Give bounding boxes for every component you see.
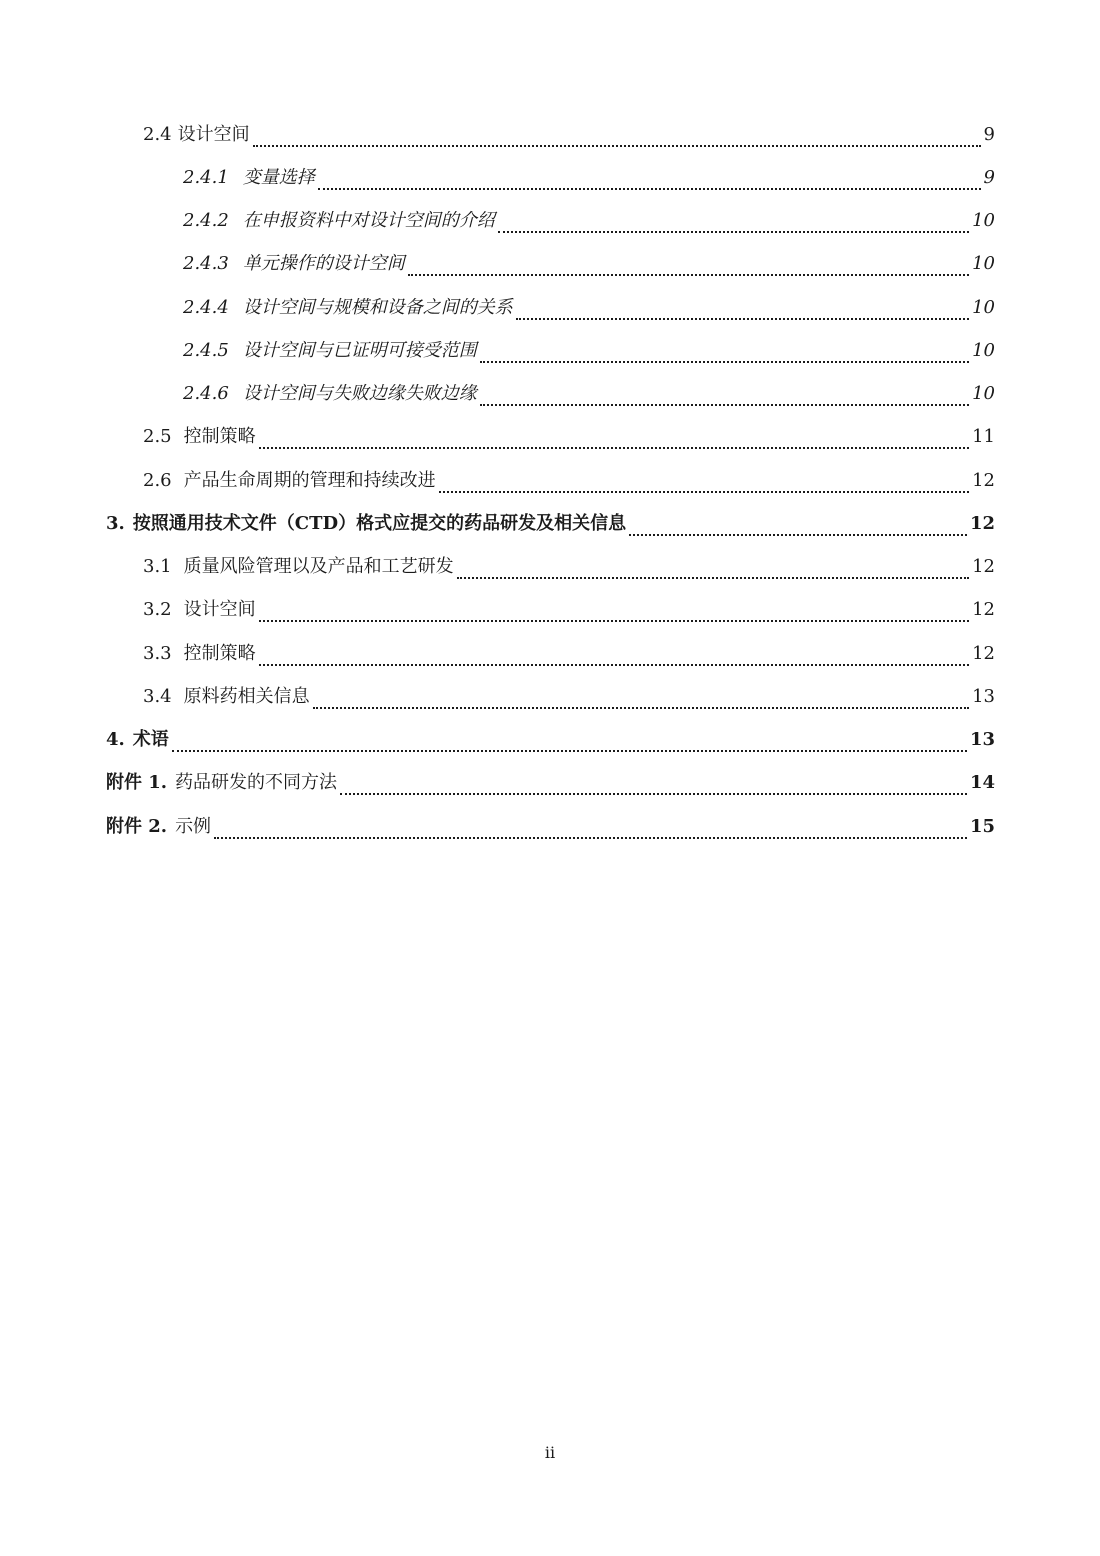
toc-entry-page: 10 (972, 339, 995, 361)
toc-entry-2-4-2[interactable] (0, 200, 1100, 243)
dot-leader (498, 215, 969, 233)
toc-entry-title: 设计空间与失败边缘失败边缘 (242, 383, 477, 405)
toc-entry-page: 12 (972, 556, 995, 578)
toc-entry-3-1[interactable] (0, 546, 1100, 589)
toc-entry-3-2[interactable] (0, 589, 1100, 632)
toc-entry-number: 2.5 (143, 426, 172, 448)
toc-entry-page: 12 (972, 469, 995, 491)
toc-entry-number: 2.4.3 (183, 253, 229, 275)
toc-entry-3-3[interactable] (0, 632, 1100, 675)
toc-entry-title: 在申报资料中对设计空间的介绍 (242, 210, 495, 232)
toc-entry-number: 3. (106, 512, 125, 534)
toc-entry-page: 11 (972, 426, 995, 448)
dot-leader (172, 734, 967, 752)
toc-entry-number: 2.4.6 (183, 383, 229, 405)
dot-leader (408, 258, 969, 276)
toc-entry-title: 原料药相关信息 (183, 685, 310, 707)
dot-leader (629, 518, 967, 536)
toc-entry-number: 2.4.1 (183, 166, 229, 188)
toc-entry-title: 质量风险管理以及产品和工艺研发 (183, 556, 454, 578)
dot-leader (259, 648, 969, 666)
dot-leader (480, 345, 969, 363)
dot-leader (516, 302, 969, 320)
toc-entry-page: 9 (983, 123, 995, 145)
toc-entry-title: 控制策略 (183, 426, 256, 448)
toc-entry-page: 10 (972, 296, 995, 318)
dot-leader (313, 691, 969, 709)
toc-entry-page: 10 (972, 210, 995, 232)
toc-entry-page: 14 (969, 772, 995, 794)
toc-entry-page: 10 (972, 253, 995, 275)
toc-entry-number: 2.4.5 (183, 339, 229, 361)
toc-entry-2-5[interactable] (0, 416, 1100, 459)
toc-entry-title: 设计空间与规模和设备之间的关系 (242, 296, 513, 318)
dot-leader (259, 604, 969, 622)
toc-entry-title: 药品研发的不同方法 (175, 772, 338, 794)
table-of-contents (0, 113, 1100, 848)
toc-entry-number: 4. (106, 729, 125, 751)
toc-entry-appendix-1[interactable] (0, 762, 1100, 805)
toc-entry-number: 3.2 (143, 599, 172, 621)
toc-entry-page: 12 (972, 599, 995, 621)
toc-entry-2-6[interactable] (0, 459, 1100, 502)
toc-entry-2-4-1[interactable] (0, 156, 1100, 199)
toc-entry-2-4[interactable] (0, 113, 1100, 156)
toc-entry-title: 设计空间 (183, 599, 256, 621)
toc-entry-2-4-5[interactable] (0, 329, 1100, 372)
toc-entry-number: 2.4 (143, 123, 172, 145)
toc-entry-appendix-2[interactable] (0, 805, 1100, 848)
toc-entry-title: 变量选择 (242, 166, 315, 188)
toc-entry-number: 3.1 (143, 556, 172, 578)
toc-entry-3-4[interactable] (0, 675, 1100, 718)
toc-entry-page: 15 (969, 815, 995, 837)
dot-leader (457, 561, 969, 579)
toc-entry-page: 13 (972, 685, 995, 707)
toc-entry-4[interactable] (0, 719, 1100, 762)
dot-leader (318, 172, 981, 190)
dot-leader (340, 777, 967, 795)
toc-entry-2-4-3[interactable] (0, 243, 1100, 286)
toc-entry-number: 2.4.4 (183, 296, 229, 318)
page-number-footer: ii (544, 1443, 556, 1462)
dot-leader (480, 388, 969, 406)
toc-entry-page: 9 (983, 166, 995, 188)
toc-entry-title: 产品生命周期的管理和持续改进 (183, 469, 436, 491)
toc-entry-title: 设计空间 (177, 123, 250, 145)
toc-entry-number: 附件 1. (106, 772, 168, 794)
toc-entry-title: 示例 (175, 815, 212, 837)
toc-entry-number: 3.3 (143, 642, 172, 664)
toc-entry-number: 3.4 (143, 685, 172, 707)
dot-leader (253, 129, 981, 147)
toc-entry-title: 单元操作的设计空间 (242, 253, 405, 275)
toc-entry-number: 2.6 (143, 469, 172, 491)
toc-entry-page: 12 (972, 642, 995, 664)
toc-entry-page: 10 (972, 383, 995, 405)
toc-entry-number: 附件 2. (106, 815, 168, 837)
toc-entry-title: 按照通用技术文件（CTD）格式应提交的药品研发及相关信息 (132, 512, 627, 534)
toc-entry-page: 12 (969, 512, 995, 534)
toc-entry-title: 控制策略 (183, 642, 256, 664)
dot-leader (214, 821, 967, 839)
toc-entry-2-4-6[interactable] (0, 373, 1100, 416)
toc-entry-number: 2.4.2 (183, 210, 229, 232)
toc-entry-3[interactable] (0, 502, 1100, 545)
toc-entry-2-4-4[interactable] (0, 286, 1100, 329)
dot-leader (439, 475, 969, 493)
toc-entry-title: 术语 (132, 729, 169, 751)
toc-entry-page: 13 (969, 729, 995, 751)
dot-leader (259, 431, 969, 449)
toc-entry-title: 设计空间与已证明可接受范围 (242, 339, 477, 361)
